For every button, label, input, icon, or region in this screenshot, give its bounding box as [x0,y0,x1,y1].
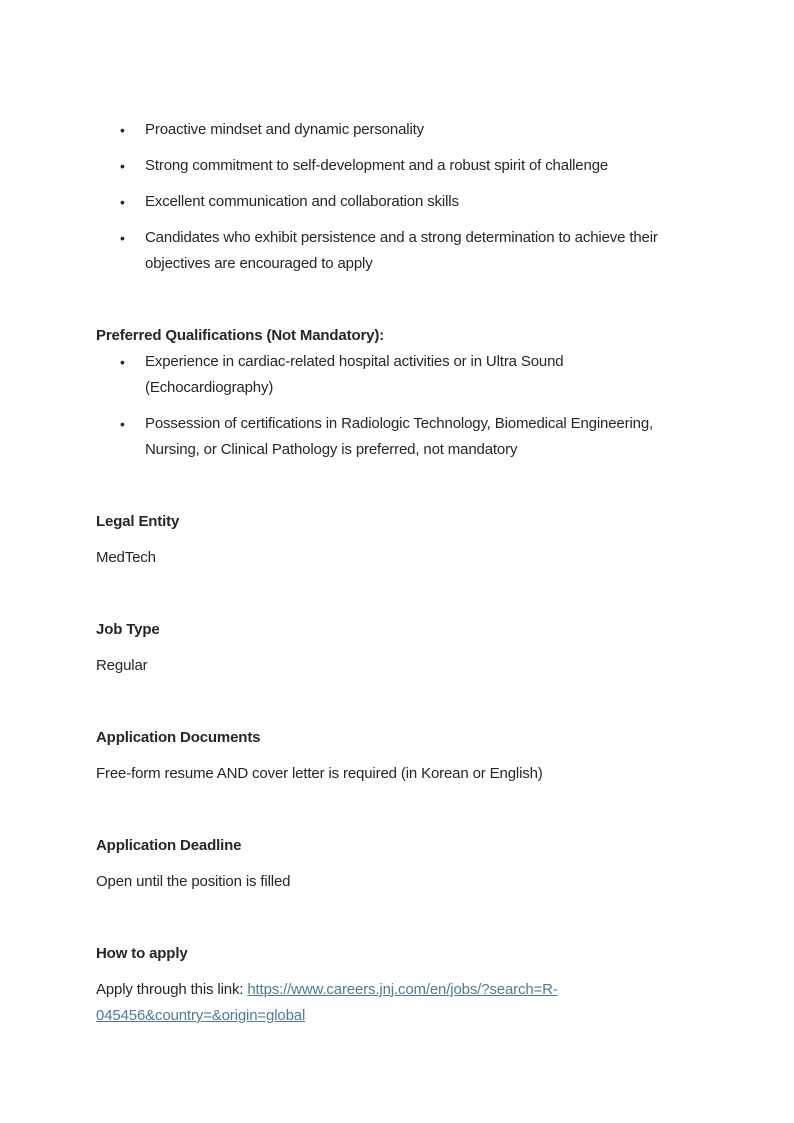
bullet-icon: • [120,158,125,174]
bullet-icon: • [120,416,125,432]
application-deadline-heading: Application Deadline [96,837,242,854]
requirements-list [96,117,690,277]
application-documents-value: Free-form resume AND cover letter is required (in Korean or English) [96,765,543,782]
bullet-icon: • [120,354,125,370]
preferred-qualifications-list [96,349,690,463]
how-to-apply-heading: How to apply [96,945,188,962]
bullet-icon: • [120,230,125,246]
list-item-text: Strong commitment to self-development and a robust spirit of challenge [145,157,609,174]
preferred-qualifications-heading: Preferred Qualifications (Not Mandatory): [96,327,385,344]
bullet-icon: • [120,194,125,210]
application-documents-heading: Application Documents [96,729,261,746]
list-item-text: Proactive mindset and dynamic personality [145,121,424,138]
job-type-value: Regular [96,657,148,674]
application-deadline-value: Open until the position is filled [96,873,291,890]
list-item [96,225,690,277]
apply-link[interactable]: https://www.careers.jnj.com/en/jobs/?search=R-045456&country=&origin=global [96,981,558,1024]
list-item-text: Possession of certifications in Radiologic Technology, Biomedical Engineering, Nursing, or Clinical Pathology is preferred, not mandatory [145,415,654,458]
list-item [96,153,690,179]
list-item [96,117,690,143]
bullet-icon: • [120,122,125,138]
list-item-text: Excellent communication and collaboration skills [145,193,459,210]
legal-entity-heading: Legal Entity [96,513,180,530]
list-item [96,349,690,401]
list-item-text: Experience in cardiac-related hospital activities or in Ultra Sound (Echocardiography) [145,353,564,396]
job-type-heading: Job Type [96,621,160,638]
legal-entity-value: MedTech [96,549,156,566]
list-item [96,411,690,463]
list-item-text: Candidates who exhibit persistence and a strong determination to achieve their objectives are encouraged to apply [145,229,658,272]
how-to-apply-text [96,977,690,1029]
apply-link-prefix: Apply through this link: [96,981,248,998]
list-item [96,189,690,215]
